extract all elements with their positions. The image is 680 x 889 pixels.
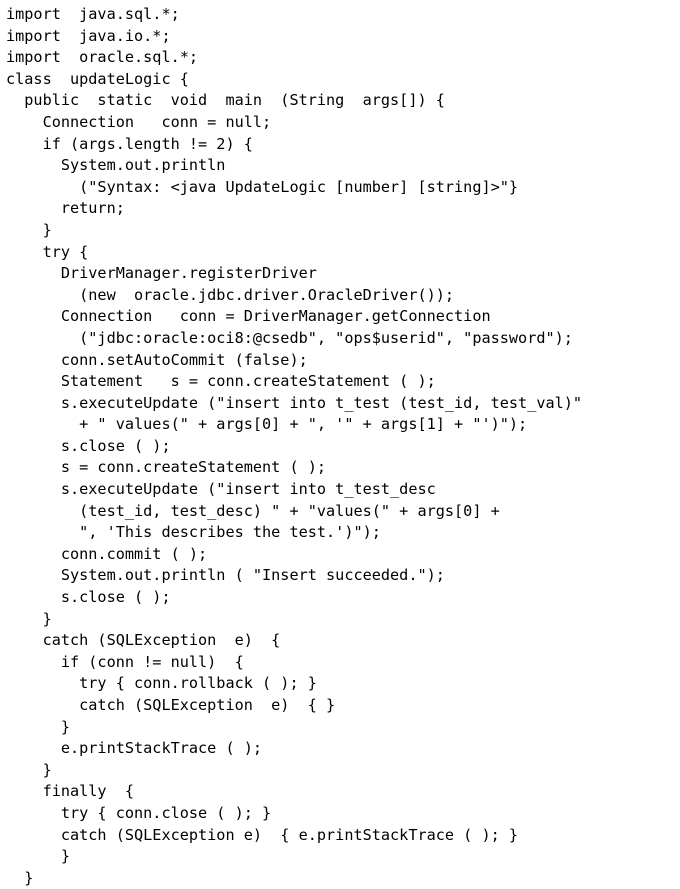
code-line: class updateLogic { xyxy=(6,69,189,88)
code-line: (new oracle.jdbc.driver.OracleDriver()); xyxy=(6,285,455,304)
code-line: Statement s = conn.createStatement ( ); xyxy=(6,372,436,391)
code-line: finally { xyxy=(6,782,135,801)
code-line: s.executeUpdate ("insert into t_test (test_id, test_val)" xyxy=(6,393,583,412)
code-line: s.executeUpdate ("insert into t_test_desc xyxy=(6,480,436,499)
code-line: Connection conn = null; xyxy=(6,112,272,131)
code-line: System.out.println xyxy=(6,156,226,175)
code-line: } xyxy=(6,868,34,887)
code-line: Connection conn = DriverManager.getConnection xyxy=(6,307,491,326)
code-line: System.out.println ( "Insert succeeded."); xyxy=(6,566,445,585)
code-line: return; xyxy=(6,199,125,218)
code-line: try { xyxy=(6,242,89,261)
code-line: import java.sql.*; xyxy=(6,5,180,23)
code-line: import oracle.sql.*; xyxy=(6,48,199,67)
code-line: import java.io.*; xyxy=(6,26,171,45)
code-line: s.close ( ); xyxy=(6,588,171,607)
code-line: } xyxy=(6,717,71,736)
code-line: e.printStackTrace ( ); xyxy=(6,739,263,758)
code-line: } xyxy=(6,609,52,628)
code-line: s.close ( ); xyxy=(6,436,171,455)
code-line: } xyxy=(6,760,52,779)
code-line: public static void main (String args[]) { xyxy=(6,91,445,110)
code-line: + " values(" + args[0] + ", '" + args[1] + "')"); xyxy=(6,415,528,434)
code-line: DriverManager.registerDriver xyxy=(6,264,317,283)
code-line: catch (SQLException e) { xyxy=(6,631,281,650)
code-line: ("jdbc:oracle:oci8:@csedb", "ops$userid", "password"); xyxy=(6,328,573,347)
code-line: } xyxy=(6,847,71,866)
code-line: conn.setAutoCommit (false); xyxy=(6,350,308,369)
code-line: conn.commit ( ); xyxy=(6,544,208,563)
code-line: try { conn.close ( ); } xyxy=(6,803,272,822)
code-line: try { conn.rollback ( ); } xyxy=(6,674,317,693)
code-line: if (args.length != 2) { xyxy=(6,134,253,153)
code-line: catch (SQLException e) { } xyxy=(6,696,336,714)
code-line: } xyxy=(6,220,52,239)
code-line: catch (SQLException e) { e.printStackTrace ( ); } xyxy=(6,825,519,844)
code-line: s = conn.createStatement ( ); xyxy=(6,458,327,477)
code-line: if (conn != null) { xyxy=(6,652,244,671)
code-line: ("Syntax: <java UpdateLogic [number] [string]>"} xyxy=(6,177,519,196)
code-line: ", 'This describes the test.')"); xyxy=(6,523,381,542)
code-line: (test_id, test_desc) " + "values(" + args[0] + xyxy=(6,501,500,520)
